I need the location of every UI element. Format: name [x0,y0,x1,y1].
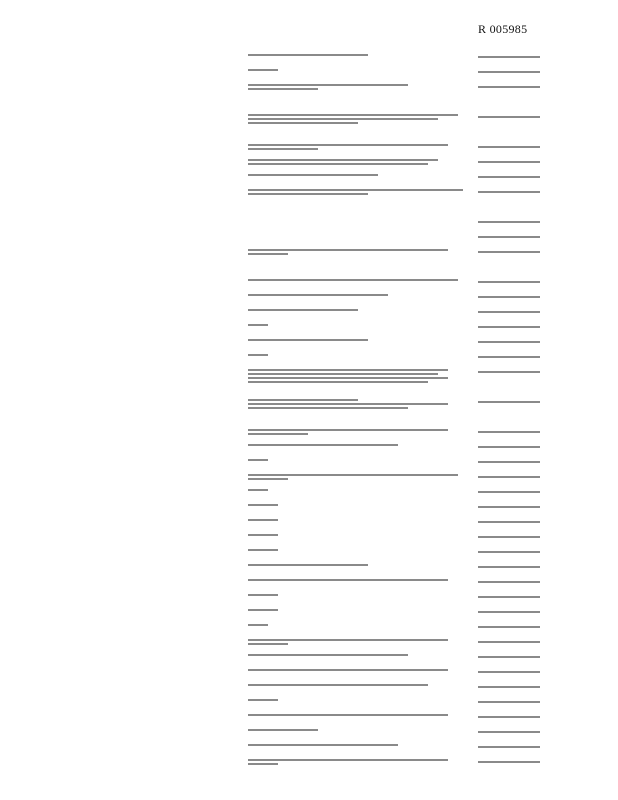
table-row [52,648,522,663]
table-row [52,678,522,693]
table-row [52,723,522,738]
table-row [52,423,522,438]
table-row [52,228,522,243]
table-row [52,243,522,273]
table-row [52,63,522,78]
table-row [52,168,522,183]
table-row [52,468,522,483]
table-row [52,153,522,168]
table-row [52,693,522,708]
table-row [52,183,522,213]
table-row [52,573,522,588]
table-row [52,498,522,513]
table-row [52,393,522,423]
table-row [52,633,522,648]
table-row [52,288,522,303]
table-row [52,618,522,633]
table-row [52,363,522,393]
table-row [52,213,522,228]
table-row [52,603,522,618]
table-row [52,303,522,318]
table-row [52,528,522,543]
table-row [52,138,522,153]
table-row [52,558,522,573]
table-row [52,318,522,333]
table-row [52,273,522,288]
table-row [52,753,522,768]
table-row [52,48,522,63]
table-row [52,438,522,453]
table-row [52,738,522,753]
table-row [52,348,522,363]
table-row [52,513,522,528]
bates-number: R 005985 [478,22,528,36]
table-row [52,483,522,498]
table-row [52,708,522,723]
table-row [52,333,522,348]
table-row [52,588,522,603]
sequence-table [52,48,522,768]
table-row [52,78,522,108]
table-row [52,108,522,138]
table-row [52,663,522,678]
table-row [52,543,522,558]
table-row [52,453,522,468]
